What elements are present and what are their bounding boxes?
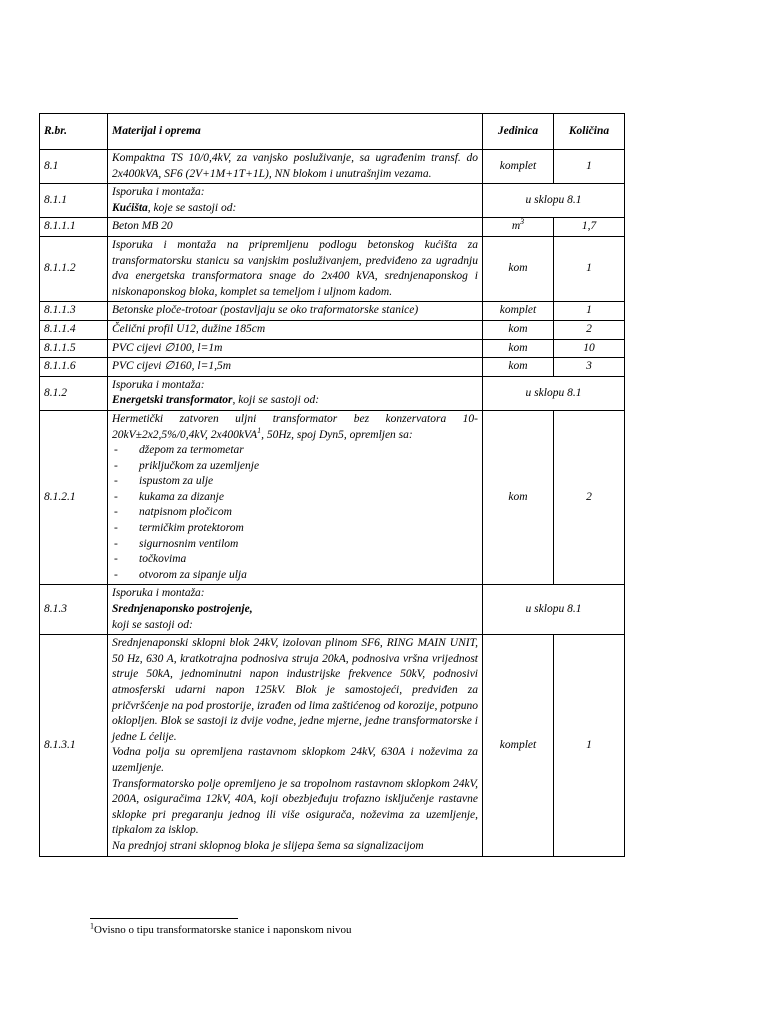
table-row — [40, 585, 625, 635]
table-row — [40, 150, 625, 184]
row-number: 8.1.1.3 — [40, 302, 108, 321]
table-row — [40, 320, 625, 339]
row-quantity: 1 — [554, 635, 625, 856]
row-quantity: 2 — [554, 410, 625, 585]
row-quantity: 1 — [554, 150, 625, 184]
feature-list — [112, 443, 478, 583]
row-number: 8.1.1.5 — [40, 339, 108, 358]
list-item: - točkovima — [114, 553, 187, 566]
row-description: PVC cijevi ∅100, l=1m — [108, 339, 483, 358]
list-item: - priključkom za uzemljenje — [114, 459, 260, 472]
unit-exponent: 3 — [520, 217, 525, 227]
row-suffix: , koje se sastoji od: — [147, 201, 237, 214]
row-unit — [483, 218, 554, 237]
row-unit: kom — [483, 410, 554, 585]
footnote-text: Ovisno o tipu transformatorske stanice i naponskom nivou — [94, 924, 352, 936]
list-item: - termičkim protektorom — [114, 522, 244, 535]
row-suffix: , koji se sastoji od: — [232, 394, 320, 407]
row-description: Čelični profil U12, dužine 185cm — [108, 320, 483, 339]
paragraph: Srednjenaponski sklopni blok 24kV, izolovan plinom SF6, RING MAIN UNIT, 50 Hz, 630 A, kratkotrajna podnosiva struja 20kA, podnosiva vršna vrijednost struje 50kA, jednominutni napon industrijske frekvence 50kV, podnosivi atmosferski udarni napon 125kV. Blok je samostojeći, predviđen za pričvršćenje na pod prostorije, izrađen od lima zaštićenog od korozije, potpuno oklopljen. Blok se sastoji iz dvije vodne, jedne mjerne, jedne transformatorske i jedne L ćelije. — [112, 637, 478, 743]
row-number: 8.1.2.1 — [40, 410, 108, 585]
intro-text: Hermetički zatvoren uljni transformator bez konzervatora 10-20kV±2x2,5%/0,4kV, 2x400kVA — [112, 412, 478, 441]
row-description — [108, 376, 483, 410]
row-unit: kom — [483, 320, 554, 339]
row-number: 8.1.3.1 — [40, 635, 108, 856]
row-bold-title: Energetski transformator — [112, 394, 233, 407]
row-number: 8.1.1.4 — [40, 320, 108, 339]
table-row — [40, 376, 625, 410]
list-item: - kukama za dizanje — [114, 490, 224, 503]
row-bold-title: Kućišta — [112, 201, 148, 214]
row-number: 8.1.1 — [40, 184, 108, 218]
row-quantity: 3 — [554, 358, 625, 377]
transformer-intro — [112, 412, 478, 443]
paragraph: Na prednjoj strani sklopnog bloka je slijepa šema sa signalizacijom — [112, 839, 424, 852]
row-merged-note: u sklopu 8.1 — [483, 376, 625, 410]
row-number: 8.1 — [40, 150, 108, 184]
footnote — [90, 921, 352, 936]
table-row — [40, 339, 625, 358]
row-description — [108, 635, 483, 856]
list-item: - natpisnom pločicom — [114, 506, 232, 519]
header-unit: Jedinica — [483, 114, 554, 150]
row-description: PVC cijevi ∅160, l=1,5m — [108, 358, 483, 377]
row-merged-note: u sklopu 8.1 — [483, 585, 625, 635]
row-quantity: 10 — [554, 339, 625, 358]
table-row — [40, 184, 625, 218]
header-number: R.br. — [40, 114, 108, 150]
row-unit: komplet — [483, 635, 554, 856]
row-quantity: 1 — [554, 236, 625, 301]
row-unit: kom — [483, 339, 554, 358]
list-item: - sigurnosnim ventilom — [114, 537, 239, 550]
row-intro: Isporuka i montaža: — [112, 378, 205, 391]
intro-text-cont: , 50Hz, spoj Dyn5, opremljen sa: — [261, 428, 413, 441]
row-number: 8.1.1.2 — [40, 236, 108, 301]
row-unit: komplet — [483, 302, 554, 321]
row-description — [108, 585, 483, 635]
row-quantity: 1,7 — [554, 218, 625, 237]
materials-table — [39, 113, 625, 857]
list-item: - džepom za termometar — [114, 444, 244, 457]
row-description: Isporuka i montaža na pripremljenu podlogu betonskog kućišta za transformatorsku stanicu sa vanjskim posluživanjem, predviđeno za ugradnju dva energetska transformatora snage do 2x400 kVA, srednjenaponskog i niskonaponskog bloka, komplet sa temeljom i uljnom kadom. — [108, 236, 483, 301]
row-description: Beton MB 20 — [108, 218, 483, 237]
header-quantity: Količina — [554, 114, 625, 150]
table-row — [40, 635, 625, 856]
row-number: 8.1.3 — [40, 585, 108, 635]
row-merged-note: u sklopu 8.1 — [483, 184, 625, 218]
row-description: Betonske ploče-trotoar (postavljaju se oko traformatorske stanice) — [108, 302, 483, 321]
row-description — [108, 410, 483, 585]
row-number: 8.1.1.6 — [40, 358, 108, 377]
row-bold-title: Srednjenaponsko postrojenje, — [112, 603, 253, 616]
paragraph: Transformatorsko polje opremljeno je sa tropolnom rastavnom sklopkom 24kV, 200A, osiguračima 12kV, 40A, koji obezbjeđuju trofazno isključenje rastavne sklopke pri pregaranju jednog ili više osigurača, noževima za uzemljenje, tipkalom za isklop. — [112, 777, 478, 837]
row-intro: Isporuka i montaža: — [112, 186, 205, 199]
row-number: 8.1.2 — [40, 376, 108, 410]
table-row — [40, 302, 625, 321]
row-description — [108, 184, 483, 218]
row-unit: kom — [483, 236, 554, 301]
row-suffix: koji se sastoji od: — [112, 618, 193, 631]
list-item: - otvorom za sipanje ulja — [114, 568, 247, 581]
unit-base: m — [511, 220, 521, 233]
table-row — [40, 236, 625, 301]
table-row — [40, 218, 625, 237]
row-intro: Isporuka i montaža: — [112, 587, 205, 600]
table-row — [40, 410, 625, 585]
table-header-row — [40, 114, 625, 150]
row-number: 8.1.1.1 — [40, 218, 108, 237]
row-unit: kom — [483, 358, 554, 377]
list-item: - ispustom za ulje — [114, 475, 214, 488]
row-unit: komplet — [483, 150, 554, 184]
row-description: Kompaktna TS 10/0,4kV, za vanjsko posluživanje, sa ugrađenim transf. do 2x400kVA, SF6 (2V+1M+1T+1L), NN blokom i unutrašnjim vezama. — [108, 150, 483, 184]
row-quantity: 1 — [554, 302, 625, 321]
footnote-mark: 1 — [90, 921, 94, 931]
footnote-separator — [90, 918, 238, 919]
footnote-ref: 1 — [257, 425, 262, 435]
header-material: Materijal i oprema — [108, 114, 483, 150]
table-row — [40, 358, 625, 377]
paragraph: Vodna polja su opremljena rastavnom sklopkom 24kV, 630A i noževima za uzemljenje. — [112, 746, 478, 774]
row-quantity: 2 — [554, 320, 625, 339]
